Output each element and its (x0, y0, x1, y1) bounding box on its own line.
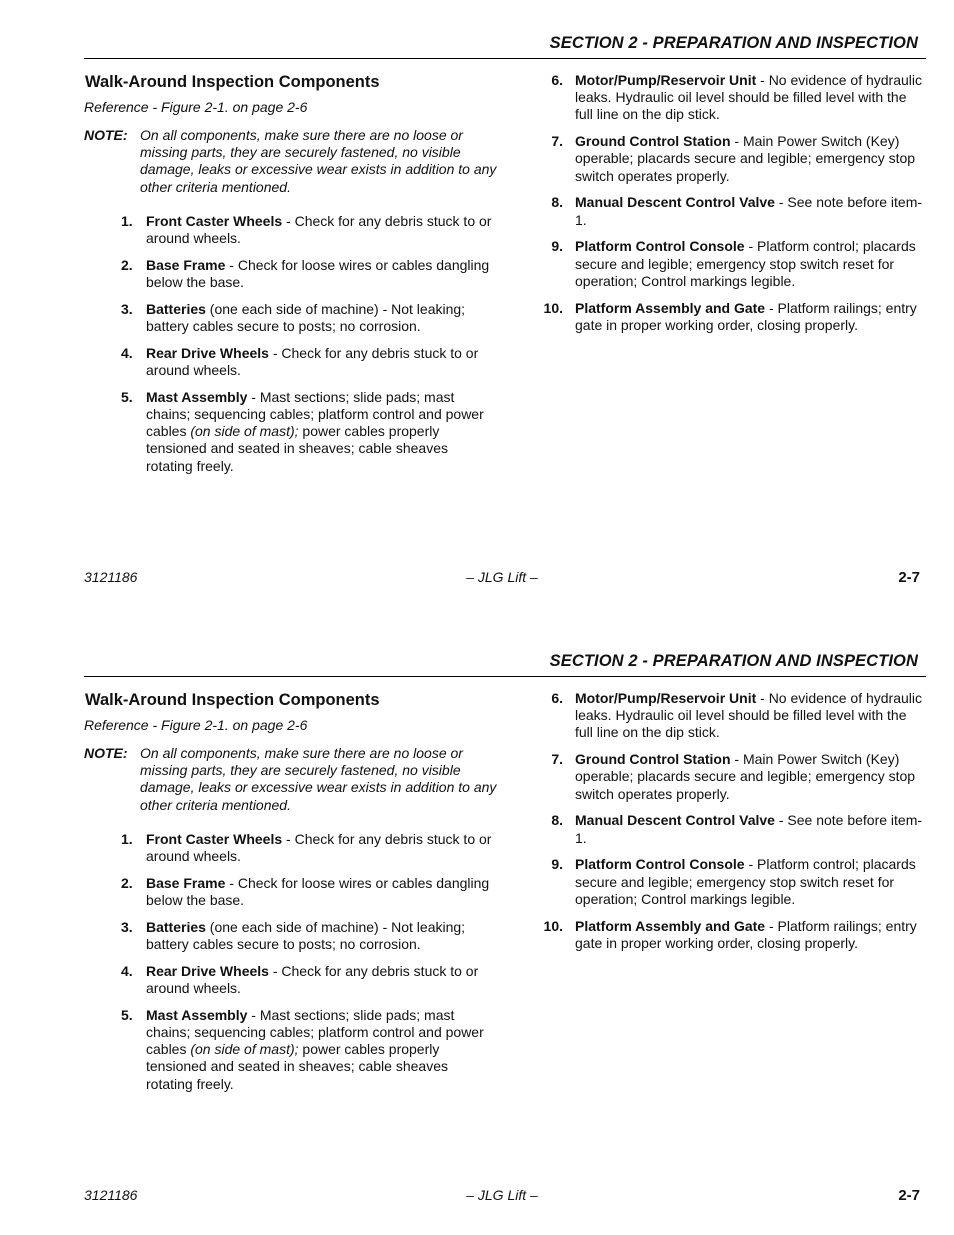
item-term: Base Frame (146, 256, 226, 273)
left-column (84, 690, 498, 1102)
list-item (541, 918, 927, 952)
item-text: - See note before item-1. (575, 812, 923, 846)
item-number: 5. (121, 388, 133, 405)
item-term: Motor/Pump/Reservoir Unit (575, 72, 757, 88)
section-heading: Walk-Around Inspection Components (85, 691, 380, 709)
item-text: - Platform railings; entry gate in proper working order, closing properly. (575, 917, 917, 951)
page-footer (84, 1187, 920, 1207)
item-text: - Check for any debris stuck to or around wheels. (146, 962, 479, 997)
item-term: Ground Control Station (575, 133, 731, 150)
item-number: 9. (551, 856, 563, 873)
item-text: - Check for loose wires or cables dangling below the base. (146, 256, 490, 291)
document-number: 3121186 (84, 1187, 138, 1203)
item-number: 5. (121, 1006, 133, 1023)
item-term: Mast Assembly (146, 388, 248, 405)
item-number: 7. (551, 133, 563, 150)
item-number: 7. (551, 751, 563, 768)
document-page (0, 0, 954, 617)
header-rule (84, 58, 926, 59)
inspection-list-left (84, 831, 498, 1093)
list-item (541, 300, 927, 334)
list-item (84, 919, 498, 953)
list-item (541, 856, 927, 908)
item-term: Batteries (146, 300, 206, 317)
item-number: 1. (121, 830, 133, 847)
note-block (84, 127, 498, 196)
note-label: NOTE: (84, 127, 128, 143)
inspection-list-right (541, 690, 927, 952)
item-term: Platform Assembly and Gate (575, 917, 766, 934)
item-italic-text: (on side of mast); (190, 1041, 299, 1058)
item-text: - Check for loose wires or cables dangling below the base. (146, 874, 490, 909)
item-term: Manual Descent Control Valve (575, 194, 775, 211)
item-term: Platform Control Console (575, 238, 745, 255)
page-number: 2-7 (898, 569, 920, 586)
document-number: 3121186 (84, 569, 138, 585)
list-item (541, 751, 927, 803)
list-item (541, 133, 927, 185)
page-number: 2-7 (898, 1187, 920, 1204)
header-rule (84, 676, 926, 677)
item-number: 10. (543, 917, 563, 934)
right-column (541, 690, 927, 962)
inspection-list-left (84, 213, 498, 475)
figure-reference: Reference - Figure 2-1. on page 2-6 (84, 99, 308, 115)
item-number: 8. (551, 194, 563, 211)
item-text-continued: power cables properly tensioned and seated in sheaves; cable sheaves rotating freely. (146, 1041, 448, 1092)
note-label: NOTE: (84, 745, 128, 761)
list-item (84, 345, 498, 379)
item-text: - No evidence of hydraulic leaks. Hydraulic oil level should be filled level with the full line on the dip stick. (575, 72, 923, 123)
list-item (84, 1007, 498, 1093)
item-number: 9. (551, 238, 563, 255)
item-number: 3. (121, 300, 133, 317)
item-number: 4. (121, 344, 133, 361)
list-item (84, 301, 498, 335)
left-column (84, 72, 498, 484)
inspection-list-right (541, 72, 927, 334)
list-item (84, 389, 498, 475)
list-item (541, 812, 927, 846)
list-item (84, 213, 498, 247)
item-number: 2. (121, 256, 133, 273)
item-number: 10. (543, 299, 563, 316)
item-number: 1. (121, 212, 133, 229)
item-number: 2. (121, 874, 133, 891)
item-italic-text: (on side of mast); (190, 423, 299, 440)
item-text-continued: power cables properly tensioned and seated in sheaves; cable sheaves rotating freely. (146, 423, 448, 474)
item-text: - See note before item-1. (575, 194, 923, 228)
item-text: - Platform control; placards secure and legible; emergency stop switch reset for operation; Control markings legible. (575, 238, 916, 289)
section-header: SECTION 2 - PREPARATION AND INSPECTION (549, 34, 918, 52)
section-heading: Walk-Around Inspection Components (85, 73, 380, 91)
item-number: 3. (121, 918, 133, 935)
item-term: Manual Descent Control Valve (575, 812, 775, 829)
document-page (0, 618, 954, 1235)
item-number: 6. (551, 690, 563, 706)
list-item (84, 963, 498, 997)
item-number: 4. (121, 962, 133, 979)
list-item (84, 831, 498, 865)
item-term: Base Frame (146, 874, 226, 891)
note-text: On all components, make sure there are no loose or missing parts, they are securely fastened, no visible damage, leaks or excessive wear exists in addition to any other criteria mentioned. (140, 745, 497, 813)
item-text: - No evidence of hydraulic leaks. Hydraulic oil level should be filled level with the full line on the dip stick. (575, 690, 923, 741)
item-text: - Check for any debris stuck to or around wheels. (146, 830, 492, 865)
item-text: - Platform railings; entry gate in proper working order, closing properly. (575, 299, 917, 333)
item-number: 6. (551, 72, 563, 88)
figure-reference: Reference - Figure 2-1. on page 2-6 (84, 717, 308, 733)
item-text: (one each side of machine) - Not leaking; battery cables secure to posts; no corrosion. (146, 918, 466, 953)
item-text: - Main Power Switch (Key) operable; placards secure and legible; emergency stop switch operates properly. (575, 751, 916, 802)
list-item (541, 72, 927, 124)
list-item (541, 690, 927, 742)
item-text: - Main Power Switch (Key) operable; placards secure and legible; emergency stop switch operates properly. (575, 133, 916, 184)
item-text: - Platform control; placards secure and legible; emergency stop switch reset for operation; Control markings legible. (575, 856, 916, 907)
item-term: Platform Assembly and Gate (575, 299, 766, 316)
item-text: (one each side of machine) - Not leaking; battery cables secure to posts; no corrosion. (146, 300, 466, 335)
note-block (84, 745, 498, 814)
item-term: Front Caster Wheels (146, 830, 283, 847)
item-text: - Mast sections; slide pads; mast chains; sequencing cables; platform control and power cables (146, 388, 484, 440)
list-item (84, 875, 498, 909)
item-term: Mast Assembly (146, 1006, 248, 1023)
item-term: Batteries (146, 918, 206, 935)
item-text: - Mast sections; slide pads; mast chains; sequencing cables; platform control and power cables (146, 1006, 484, 1058)
item-term: Platform Control Console (575, 856, 745, 873)
list-item (541, 238, 927, 290)
item-term: Motor/Pump/Reservoir Unit (575, 690, 757, 706)
item-term: Rear Drive Wheels (146, 344, 269, 361)
list-item (541, 194, 927, 228)
note-text: On all components, make sure there are no loose or missing parts, they are securely fastened, no visible damage, leaks or excessive wear exists in addition to any other criteria mentioned. (140, 127, 497, 195)
item-term: Ground Control Station (575, 751, 731, 768)
page-footer (84, 569, 920, 589)
item-number: 8. (551, 812, 563, 829)
item-term: Front Caster Wheels (146, 212, 283, 229)
footer-brand: – JLG Lift – (466, 1187, 538, 1203)
right-column (541, 72, 927, 344)
item-term: Rear Drive Wheels (146, 962, 269, 979)
item-text: - Check for any debris stuck to or around wheels. (146, 344, 479, 379)
footer-brand: – JLG Lift – (466, 569, 538, 585)
section-header: SECTION 2 - PREPARATION AND INSPECTION (549, 652, 918, 670)
list-item (84, 257, 498, 291)
item-text: - Check for any debris stuck to or around wheels. (146, 212, 492, 247)
